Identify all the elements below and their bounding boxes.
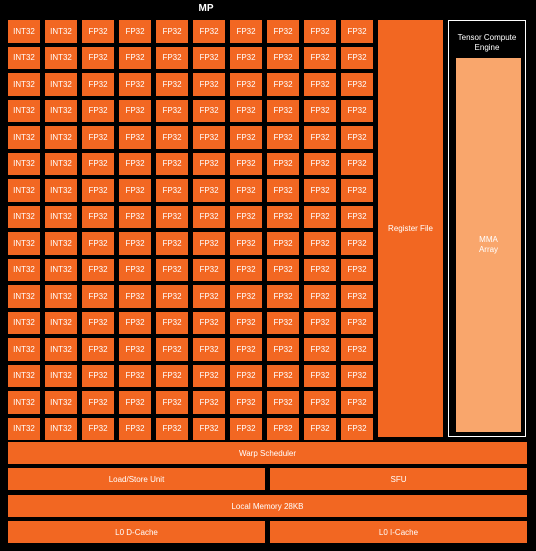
fp32-core: FP32 — [193, 47, 225, 70]
int32-core: INT32 — [45, 338, 77, 361]
fp32-core: FP32 — [82, 418, 114, 441]
fp32-core: FP32 — [156, 47, 188, 70]
fp32-core: FP32 — [119, 20, 151, 43]
fp32-core: FP32 — [82, 259, 114, 282]
fp32-core: FP32 — [230, 338, 262, 361]
int32-core: INT32 — [8, 100, 40, 123]
fp32-core: FP32 — [341, 285, 373, 308]
fp32-core: FP32 — [82, 126, 114, 149]
int32-core: INT32 — [8, 73, 40, 96]
fp32-core: FP32 — [304, 126, 336, 149]
fp32-core: FP32 — [304, 73, 336, 96]
fp32-core: FP32 — [304, 153, 336, 176]
fp32-core: FP32 — [119, 232, 151, 255]
fp32-core: FP32 — [304, 259, 336, 282]
fp32-core: FP32 — [341, 391, 373, 414]
load-store-unit: Load/Store Unit — [8, 468, 265, 490]
int32-core: INT32 — [8, 47, 40, 70]
fp32-core: FP32 — [193, 259, 225, 282]
fp32-core: FP32 — [193, 232, 225, 255]
int32-core: INT32 — [45, 285, 77, 308]
fp32-core: FP32 — [341, 365, 373, 388]
fp32-core: FP32 — [341, 206, 373, 229]
fp32-core: FP32 — [82, 365, 114, 388]
fp32-core: FP32 — [341, 338, 373, 361]
fp32-core: FP32 — [267, 312, 299, 335]
int32-core: INT32 — [45, 206, 77, 229]
int32-core: INT32 — [45, 312, 77, 335]
warp-scheduler: Warp Scheduler — [8, 442, 527, 464]
fp32-core: FP32 — [304, 391, 336, 414]
fp32-core: FP32 — [156, 20, 188, 43]
fp32-core: FP32 — [267, 179, 299, 202]
local-memory: Local Memory 28KB — [8, 495, 527, 517]
fp32-core: FP32 — [341, 47, 373, 70]
l0-i-cache: L0 I-Cache — [270, 521, 527, 543]
fp32-core: FP32 — [82, 312, 114, 335]
int32-core: INT32 — [8, 285, 40, 308]
fp32-core: FP32 — [304, 418, 336, 441]
fp32-core: FP32 — [119, 285, 151, 308]
int32-core: INT32 — [8, 153, 40, 176]
fp32-core: FP32 — [267, 153, 299, 176]
int32-core: INT32 — [8, 391, 40, 414]
fp32-core: FP32 — [119, 418, 151, 441]
fp32-core: FP32 — [230, 285, 262, 308]
fp32-core: FP32 — [156, 126, 188, 149]
fp32-core: FP32 — [267, 73, 299, 96]
int32-core: INT32 — [8, 365, 40, 388]
int32-core: INT32 — [45, 20, 77, 43]
fp32-core: FP32 — [82, 73, 114, 96]
fp32-core: FP32 — [267, 126, 299, 149]
fp32-core: FP32 — [341, 100, 373, 123]
fp32-core: FP32 — [193, 206, 225, 229]
fp32-core: FP32 — [119, 126, 151, 149]
fp32-core: FP32 — [119, 312, 151, 335]
mma-array: MMA Array — [456, 58, 521, 432]
fp32-core: FP32 — [82, 179, 114, 202]
fp32-core: FP32 — [341, 232, 373, 255]
int32-core: INT32 — [45, 100, 77, 123]
fp32-core: FP32 — [267, 365, 299, 388]
fp32-core: FP32 — [193, 365, 225, 388]
int32-core: INT32 — [45, 179, 77, 202]
fp32-core: FP32 — [156, 259, 188, 282]
fp32-core: FP32 — [230, 100, 262, 123]
fp32-core: FP32 — [341, 153, 373, 176]
fp32-core: FP32 — [193, 418, 225, 441]
fp32-core: FP32 — [119, 259, 151, 282]
fp32-core: FP32 — [267, 285, 299, 308]
int32-core: INT32 — [8, 179, 40, 202]
fp32-core: FP32 — [82, 47, 114, 70]
fp32-core: FP32 — [230, 153, 262, 176]
fp32-core: FP32 — [230, 179, 262, 202]
fp32-core: FP32 — [82, 206, 114, 229]
fp32-core: FP32 — [304, 20, 336, 43]
fp32-core: FP32 — [267, 391, 299, 414]
l0-d-cache: L0 D-Cache — [8, 521, 265, 543]
fp32-core: FP32 — [230, 73, 262, 96]
fp32-core: FP32 — [156, 391, 188, 414]
fp32-core: FP32 — [193, 285, 225, 308]
int32-core: INT32 — [45, 365, 77, 388]
int32-core: INT32 — [8, 338, 40, 361]
fp32-core: FP32 — [341, 126, 373, 149]
fp32-core: FP32 — [82, 100, 114, 123]
fp32-core: FP32 — [156, 206, 188, 229]
fp32-core: FP32 — [267, 338, 299, 361]
core-grid — [8, 20, 373, 437]
fp32-core: FP32 — [156, 100, 188, 123]
fp32-core: FP32 — [304, 47, 336, 70]
fp32-core: FP32 — [230, 312, 262, 335]
fp32-core: FP32 — [193, 153, 225, 176]
int32-core: INT32 — [45, 391, 77, 414]
fp32-core: FP32 — [230, 20, 262, 43]
int32-core: INT32 — [8, 418, 40, 441]
fp32-core: FP32 — [119, 73, 151, 96]
int32-core: INT32 — [8, 312, 40, 335]
fp32-core: FP32 — [119, 391, 151, 414]
fp32-core: FP32 — [341, 20, 373, 43]
fp32-core: FP32 — [82, 391, 114, 414]
fp32-core: FP32 — [193, 100, 225, 123]
int32-core: INT32 — [8, 232, 40, 255]
fp32-core: FP32 — [193, 312, 225, 335]
fp32-core: FP32 — [304, 206, 336, 229]
fp32-core: FP32 — [156, 312, 188, 335]
fp32-core: FP32 — [82, 20, 114, 43]
fp32-core: FP32 — [341, 418, 373, 441]
fp32-core: FP32 — [230, 47, 262, 70]
fp32-core: FP32 — [230, 259, 262, 282]
int32-core: INT32 — [45, 126, 77, 149]
fp32-core: FP32 — [193, 391, 225, 414]
fp32-core: FP32 — [230, 232, 262, 255]
int32-core: INT32 — [45, 153, 77, 176]
fp32-core: FP32 — [230, 418, 262, 441]
fp32-core: FP32 — [193, 20, 225, 43]
int32-core: INT32 — [45, 418, 77, 441]
tensor-compute-engine — [448, 20, 526, 437]
fp32-core: FP32 — [156, 153, 188, 176]
fp32-core: FP32 — [230, 365, 262, 388]
fp32-core: FP32 — [119, 206, 151, 229]
fp32-core: FP32 — [304, 312, 336, 335]
fp32-core: FP32 — [230, 391, 262, 414]
int32-core: INT32 — [45, 47, 77, 70]
fp32-core: FP32 — [156, 365, 188, 388]
fp32-core: FP32 — [341, 312, 373, 335]
fp32-core: FP32 — [267, 418, 299, 441]
fp32-core: FP32 — [267, 20, 299, 43]
fp32-core: FP32 — [304, 232, 336, 255]
fp32-core: FP32 — [267, 100, 299, 123]
fp32-core: FP32 — [156, 418, 188, 441]
fp32-core: FP32 — [156, 179, 188, 202]
fp32-core: FP32 — [82, 285, 114, 308]
fp32-core: FP32 — [230, 126, 262, 149]
int32-core: INT32 — [8, 206, 40, 229]
fp32-core: FP32 — [267, 206, 299, 229]
fp32-core: FP32 — [193, 179, 225, 202]
fp32-core: FP32 — [156, 73, 188, 96]
fp32-core: FP32 — [304, 285, 336, 308]
fp32-core: FP32 — [193, 73, 225, 96]
fp32-core: FP32 — [119, 47, 151, 70]
tensor-engine-label: Tensor Compute Engine — [457, 33, 517, 52]
fp32-core: FP32 — [119, 153, 151, 176]
register-file: Register File — [378, 20, 443, 437]
fp32-core: FP32 — [119, 179, 151, 202]
fp32-core: FP32 — [193, 126, 225, 149]
fp32-core: FP32 — [193, 338, 225, 361]
fp32-core: FP32 — [230, 206, 262, 229]
fp32-core: FP32 — [304, 179, 336, 202]
fp32-core: FP32 — [119, 365, 151, 388]
fp32-core: FP32 — [267, 259, 299, 282]
fp32-core: FP32 — [267, 232, 299, 255]
int32-core: INT32 — [8, 259, 40, 282]
diagram-title: MP — [198, 3, 214, 14]
fp32-core: FP32 — [341, 73, 373, 96]
int32-core: INT32 — [45, 232, 77, 255]
fp32-core: FP32 — [341, 259, 373, 282]
fp32-core: FP32 — [304, 100, 336, 123]
fp32-core: FP32 — [82, 232, 114, 255]
int32-core: INT32 — [8, 20, 40, 43]
fp32-core: FP32 — [304, 338, 336, 361]
fp32-core: FP32 — [304, 365, 336, 388]
fp32-core: FP32 — [119, 100, 151, 123]
fp32-core: FP32 — [156, 232, 188, 255]
fp32-core: FP32 — [82, 338, 114, 361]
fp32-core: FP32 — [156, 338, 188, 361]
int32-core: INT32 — [8, 126, 40, 149]
fp32-core: FP32 — [267, 47, 299, 70]
fp32-core: FP32 — [82, 153, 114, 176]
sfu: SFU — [270, 468, 527, 490]
int32-core: INT32 — [45, 73, 77, 96]
fp32-core: FP32 — [156, 285, 188, 308]
int32-core: INT32 — [45, 259, 77, 282]
fp32-core: FP32 — [341, 179, 373, 202]
fp32-core: FP32 — [119, 338, 151, 361]
